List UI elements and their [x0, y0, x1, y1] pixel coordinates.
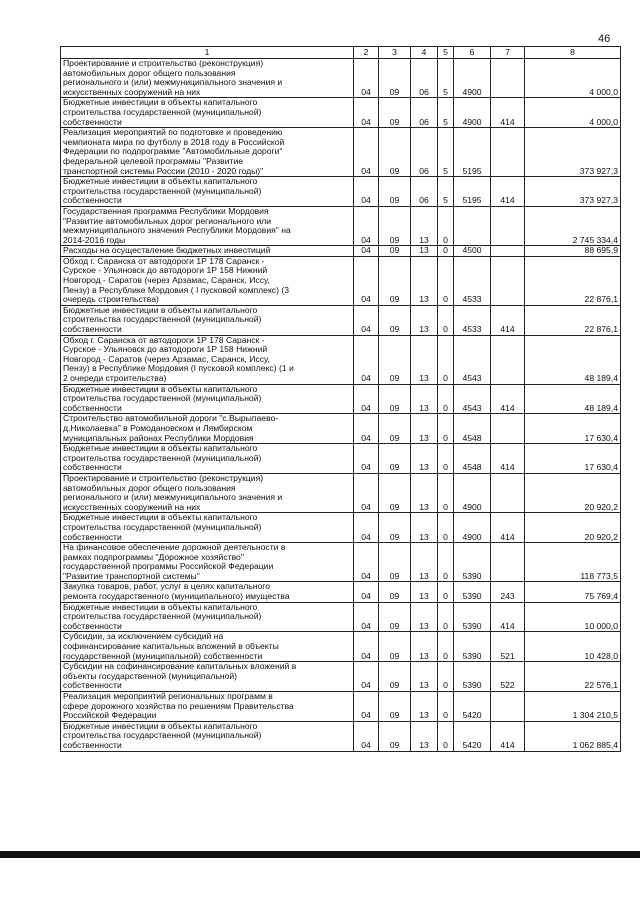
- table-row: [61, 384, 621, 414]
- row-description: [61, 128, 354, 177]
- description-line: строительства государственной (муниципальной): [63, 314, 262, 325]
- table-row: [61, 206, 621, 245]
- description-line: собственности: [63, 680, 122, 691]
- code-c5: 0: [438, 444, 454, 474]
- table-row: [61, 305, 621, 335]
- description-line: федеральной целевой программы "Развитие: [63, 155, 244, 166]
- code-c5: 0: [438, 543, 454, 582]
- description-line: Сурское - Ульяновск до автодороги 1Р 158 Нижний: [63, 344, 268, 355]
- code-c7: 522: [491, 662, 525, 692]
- amount-cell: 88 695,9: [525, 246, 621, 257]
- row-description: [61, 256, 354, 305]
- code-c4: 13: [411, 305, 438, 335]
- amount-cell: 20 920,2: [525, 513, 621, 543]
- description-line: Бюджетные инвестиции в объекты капитального: [63, 512, 258, 523]
- code-c2: 04: [354, 305, 379, 335]
- row-description: [61, 602, 354, 632]
- code-c6: 5390: [454, 632, 491, 662]
- code-c6: 5390: [454, 543, 491, 582]
- code-c6: 5195: [454, 128, 491, 177]
- table-row: [61, 98, 621, 128]
- table-row: [61, 513, 621, 543]
- code-c2: 04: [354, 414, 379, 444]
- description-line: Субсидии на софинансирование капитальных вложений в: [63, 661, 297, 672]
- row-description: [61, 246, 354, 257]
- code-c3: 09: [379, 206, 411, 245]
- description-line: собственности: [63, 324, 122, 335]
- column-header: 5: [438, 47, 454, 59]
- description-line: Бюджетные инвестиции в объекты капитального: [63, 97, 258, 108]
- row-description: [61, 59, 354, 98]
- description-line: очередь строительства): [63, 294, 159, 305]
- code-c2: 04: [354, 632, 379, 662]
- amount-cell: 1 304 210,5: [525, 692, 621, 722]
- description-line: строительства государственной (муниципальной): [63, 393, 262, 404]
- code-c2: 04: [354, 246, 379, 257]
- code-c7: 243: [491, 582, 525, 602]
- description-line: искусственных сооружений на них: [63, 86, 201, 97]
- description-line: собственности: [63, 462, 122, 473]
- code-c4: 13: [411, 414, 438, 444]
- table-row: [61, 602, 621, 632]
- code-c7: 414: [491, 444, 525, 474]
- row-description: [61, 98, 354, 128]
- table-row: [61, 444, 621, 474]
- description-line: государственной программы Российской Федерации: [63, 561, 274, 572]
- code-c2: 04: [354, 473, 379, 512]
- code-c4: 06: [411, 98, 438, 128]
- description-line: строительства государственной (муниципальной): [63, 452, 262, 463]
- description-line: строительства государственной (муниципальной): [63, 521, 262, 532]
- code-c4: 13: [411, 602, 438, 632]
- code-c6: 4548: [454, 414, 491, 444]
- code-c4: 13: [411, 384, 438, 414]
- description-line: Субсидии, за исключением субсидий на: [63, 631, 224, 642]
- code-c3: 09: [379, 662, 411, 692]
- description-line: Закупка товаров, работ, услуг в целях капитального: [63, 581, 270, 592]
- code-c6: 4533: [454, 256, 491, 305]
- code-c4: 13: [411, 662, 438, 692]
- description-line: Реализация мероприятий региональных программ в: [63, 691, 273, 701]
- code-c4: 13: [411, 632, 438, 662]
- description-line: Пензу) в Республике Мордовия ( I пусковой комплекс) (3: [63, 284, 289, 295]
- code-c5: 0: [438, 582, 454, 602]
- code-c6: 5420: [454, 721, 491, 751]
- code-c2: 04: [354, 543, 379, 582]
- column-header: 2: [354, 47, 379, 59]
- code-c7: 414: [491, 98, 525, 128]
- description-line: собственности: [63, 195, 122, 206]
- table-row: [61, 335, 621, 384]
- amount-cell: 48 189,4: [525, 335, 621, 384]
- amount-cell: 22 876,1: [525, 305, 621, 335]
- description-line: Бюджетные инвестиции в объекты капитального: [63, 720, 258, 731]
- code-c5: 5: [438, 59, 454, 98]
- code-c3: 09: [379, 543, 411, 582]
- column-header: 8: [525, 47, 621, 59]
- code-c3: 09: [379, 59, 411, 98]
- table-row: [61, 662, 621, 692]
- row-description: [61, 335, 354, 384]
- row-description: [61, 384, 354, 414]
- description-line: строительства государственной (муниципальной): [63, 730, 262, 741]
- code-c7: [491, 335, 525, 384]
- code-c6: 4500: [454, 246, 491, 257]
- code-c4: 13: [411, 256, 438, 305]
- code-c7: [491, 256, 525, 305]
- code-c3: 09: [379, 177, 411, 207]
- amount-cell: 22 876,1: [525, 256, 621, 305]
- description-line: автомобильных дорог общего пользования: [63, 67, 236, 78]
- code-c3: 09: [379, 256, 411, 305]
- code-c3: 09: [379, 246, 411, 257]
- code-c2: 04: [354, 59, 379, 98]
- code-c3: 09: [379, 128, 411, 177]
- description-line: Федерации по подпрограмме "Автомобильные дороги": [63, 146, 283, 157]
- description-line: Государственная программа Республики Мордовия: [63, 205, 269, 216]
- code-c6: 4543: [454, 335, 491, 384]
- code-c7: [491, 246, 525, 257]
- description-line: рамках подпрограммы "Дорожное хозяйство": [63, 551, 244, 562]
- code-c4: 13: [411, 473, 438, 512]
- code-c2: 04: [354, 128, 379, 177]
- column-header: 7: [491, 47, 525, 59]
- table-row: [61, 246, 621, 257]
- code-c4: 13: [411, 582, 438, 602]
- description-line: строительства государственной (муниципальной): [63, 106, 262, 117]
- code-c7: 414: [491, 384, 525, 414]
- code-c3: 09: [379, 473, 411, 512]
- code-c6: 4543: [454, 384, 491, 414]
- code-c6: 5195: [454, 177, 491, 207]
- code-c5: 5: [438, 177, 454, 207]
- description-line: 2 очереди строительства): [63, 373, 167, 383]
- code-c6: 5420: [454, 692, 491, 722]
- code-c7: [491, 128, 525, 177]
- table-row: [61, 473, 621, 512]
- code-c6: 4900: [454, 513, 491, 543]
- description-line: Новгород - Саратов (через Арзамас, Саранск, Иссу,: [63, 353, 270, 364]
- description-line: муниципальных районах Республики Мордовия: [63, 432, 254, 443]
- code-c4: 06: [411, 128, 438, 177]
- code-c5: 0: [438, 206, 454, 245]
- code-c2: 04: [354, 721, 379, 751]
- code-c7: 414: [491, 721, 525, 751]
- description-line: собственности: [63, 531, 122, 542]
- amount-cell: 118 773,5: [525, 543, 621, 582]
- table-row: [61, 543, 621, 582]
- description-line: регионального и (или) межмуниципального значения и: [63, 77, 283, 88]
- amount-cell: 48 189,4: [525, 384, 621, 414]
- code-c6: 4548: [454, 444, 491, 474]
- code-c3: 09: [379, 384, 411, 414]
- amount-cell: 17 630,4: [525, 414, 621, 444]
- description-line: д.Николаевка" в Ромодановском и Лямбирском: [63, 422, 253, 433]
- row-description: [61, 662, 354, 692]
- code-c5: 0: [438, 721, 454, 751]
- code-c5: 5: [438, 128, 454, 177]
- code-c2: 04: [354, 582, 379, 602]
- code-c4: 13: [411, 444, 438, 474]
- code-c2: 04: [354, 602, 379, 632]
- description-line: автомобильных дорог общего пользования: [63, 482, 236, 493]
- code-c7: 414: [491, 177, 525, 207]
- code-c2: 04: [354, 692, 379, 722]
- description-line: Бюджетные инвестиции в объекты капитального: [63, 383, 258, 394]
- code-c7: 414: [491, 305, 525, 335]
- code-c7: 414: [491, 602, 525, 632]
- amount-cell: 10 000,0: [525, 602, 621, 632]
- description-line: чемпионата мира по футболу в 2018 году в Российской: [63, 136, 285, 147]
- amount-cell: 75 769,4: [525, 582, 621, 602]
- code-c5: 0: [438, 305, 454, 335]
- description-line: искусственных сооружений на них: [63, 501, 201, 512]
- code-c7: [491, 414, 525, 444]
- description-line: "Развитие транспортной системы": [63, 570, 200, 581]
- code-c3: 09: [379, 98, 411, 128]
- code-c2: 04: [354, 384, 379, 414]
- table-row: [61, 692, 621, 722]
- description-line: "Развитие автомобильных дорог регионального или: [63, 215, 272, 226]
- description-line: строительства государственной (муниципальной): [63, 185, 262, 196]
- code-c2: 04: [354, 206, 379, 245]
- table-row: [61, 632, 621, 662]
- code-c6: 5390: [454, 582, 491, 602]
- row-description: [61, 692, 354, 722]
- description-line: Реализация мероприятий по подготовке и проведению: [63, 127, 283, 138]
- code-c3: 09: [379, 335, 411, 384]
- code-c3: 09: [379, 602, 411, 632]
- table-row: [61, 128, 621, 177]
- description-line: Российской Федерации: [63, 710, 157, 721]
- description-line: сфере дорожного хозяйства по решениям Правительства: [63, 700, 294, 711]
- amount-cell: 2 745 334,4: [525, 206, 621, 245]
- description-line: Новгород - Саратов (через Арзамас, Саранск, Иссу,: [63, 275, 270, 286]
- table-row: [61, 414, 621, 444]
- table-row: [61, 59, 621, 98]
- code-c6: 5390: [454, 662, 491, 692]
- page-number: 46: [598, 33, 611, 45]
- description-line: собственности: [63, 620, 122, 631]
- amount-cell: 373 927,3: [525, 128, 621, 177]
- code-c2: 04: [354, 335, 379, 384]
- code-c3: 09: [379, 444, 411, 474]
- code-c5: 5: [438, 98, 454, 128]
- description-line: ремонта государственного (муниципального) имущества: [63, 591, 290, 602]
- code-c4: 13: [411, 206, 438, 245]
- description-line: собственности: [63, 116, 122, 127]
- row-description: [61, 543, 354, 582]
- code-c7: 521: [491, 632, 525, 662]
- description-line: межмуниципального значения Республики Мордовия" на: [63, 225, 291, 236]
- description-line: Сурское - Ульяновск до автодороги 1Р 158 Нижний: [63, 265, 268, 276]
- row-description: [61, 444, 354, 474]
- code-c2: 04: [354, 513, 379, 543]
- description-line: транспортной системы России (2010 - 2020 годы)": [63, 165, 264, 176]
- table-body: [61, 59, 621, 752]
- code-c2: 04: [354, 98, 379, 128]
- code-c2: 04: [354, 177, 379, 207]
- column-header: 1: [61, 47, 354, 59]
- row-description: [61, 582, 354, 602]
- code-c2: 04: [354, 444, 379, 474]
- code-c5: 0: [438, 632, 454, 662]
- description-line: регионального и (или) межмуниципального значения и: [63, 492, 283, 503]
- code-c5: 0: [438, 246, 454, 257]
- code-c7: [491, 473, 525, 512]
- amount-cell: 17 630,4: [525, 444, 621, 474]
- table-row: [61, 256, 621, 305]
- code-c4: 06: [411, 177, 438, 207]
- description-line: строительства государственной (муниципальной): [63, 611, 262, 622]
- description-line: Бюджетные инвестиции в объекты капитального: [63, 601, 258, 612]
- code-c5: 0: [438, 513, 454, 543]
- code-c5: 0: [438, 473, 454, 512]
- code-c6: 4900: [454, 473, 491, 512]
- column-header: 6: [454, 47, 491, 59]
- table-row: [61, 582, 621, 602]
- description-line: Строительство автомобильной дороги "с.Вырыпаево-: [63, 413, 279, 424]
- code-c5: 0: [438, 414, 454, 444]
- amount-cell: 1 062 885,4: [525, 721, 621, 751]
- row-description: [61, 305, 354, 335]
- code-c3: 09: [379, 692, 411, 722]
- description-line: Бюджетные инвестиции в объекты капитального: [63, 176, 258, 187]
- scan-edge-bar: [0, 851, 640, 858]
- row-description: [61, 632, 354, 662]
- description-line: Проектирование и строительство (реконструкция): [63, 58, 264, 68]
- code-c5: 0: [438, 602, 454, 632]
- description-line: объекты государственной (муниципальной): [63, 670, 238, 681]
- code-c2: 04: [354, 662, 379, 692]
- code-c5: 0: [438, 662, 454, 692]
- code-c4: 13: [411, 543, 438, 582]
- description-line: собственности: [63, 739, 122, 750]
- code-c6: 4533: [454, 305, 491, 335]
- code-c3: 09: [379, 414, 411, 444]
- description-line: государственной (муниципальной) собственности: [63, 650, 263, 661]
- description-line: Проектирование и строительство (реконструкция): [63, 472, 264, 483]
- code-c5: 0: [438, 335, 454, 384]
- budget-table: [60, 46, 621, 752]
- code-c4: 13: [411, 721, 438, 751]
- column-header: 4: [411, 47, 438, 59]
- description-line: Расходы на осуществление бюджетных инвестиций: [63, 245, 271, 256]
- code-c7: 414: [491, 513, 525, 543]
- description-line: Обход г. Саранска от автодороги 1Р 178 Саранск -: [63, 334, 265, 345]
- code-c4: 13: [411, 335, 438, 384]
- row-description: [61, 206, 354, 245]
- code-c4: 06: [411, 59, 438, 98]
- description-line: софинансирование капитальных вложений в объекты: [63, 641, 279, 652]
- amount-cell: 4 000,0: [525, 98, 621, 128]
- code-c4: 13: [411, 692, 438, 722]
- row-description: [61, 473, 354, 512]
- code-c3: 09: [379, 582, 411, 602]
- code-c6: 4900: [454, 59, 491, 98]
- description-line: собственности: [63, 402, 122, 413]
- code-c7: [491, 206, 525, 245]
- code-c3: 09: [379, 632, 411, 662]
- column-header: 3: [379, 47, 411, 59]
- amount-cell: 4 000,0: [525, 59, 621, 98]
- amount-cell: 373 927,3: [525, 177, 621, 207]
- row-description: [61, 177, 354, 207]
- code-c3: 09: [379, 305, 411, 335]
- code-c4: 13: [411, 513, 438, 543]
- code-c2: 04: [354, 256, 379, 305]
- code-c6: 5390: [454, 602, 491, 632]
- code-c5: 0: [438, 384, 454, 414]
- code-c4: 13: [411, 246, 438, 257]
- code-c7: [491, 543, 525, 582]
- code-c6: [454, 206, 491, 245]
- amount-cell: 22 576,1: [525, 662, 621, 692]
- description-line: Бюджетные инвестиции в объекты капитального: [63, 443, 258, 454]
- description-line: Бюджетные инвестиции в объекты капитального: [63, 304, 258, 315]
- code-c3: 09: [379, 513, 411, 543]
- code-c5: 0: [438, 256, 454, 305]
- description-line: Пензу) в Республике Мордовия (I пусковой комплекс) (1 и: [63, 363, 294, 374]
- row-description: [61, 513, 354, 543]
- code-c7: [491, 692, 525, 722]
- code-c3: 09: [379, 721, 411, 751]
- table-header-row: [61, 47, 621, 59]
- description-line: Обход г. Саранска от автодороги 1Р 178 Саранск -: [63, 255, 265, 266]
- code-c5: 0: [438, 692, 454, 722]
- row-description: [61, 414, 354, 444]
- description-line: На финансовое обеспечение дорожной деятельности в: [63, 542, 286, 553]
- table-row: [61, 721, 621, 751]
- code-c6: 4900: [454, 98, 491, 128]
- code-c7: [491, 59, 525, 98]
- amount-cell: 20 920,2: [525, 473, 621, 512]
- table-row: [61, 177, 621, 207]
- amount-cell: 10 428,0: [525, 632, 621, 662]
- description-line: 2014-2016 годы: [63, 234, 126, 245]
- row-description: [61, 721, 354, 751]
